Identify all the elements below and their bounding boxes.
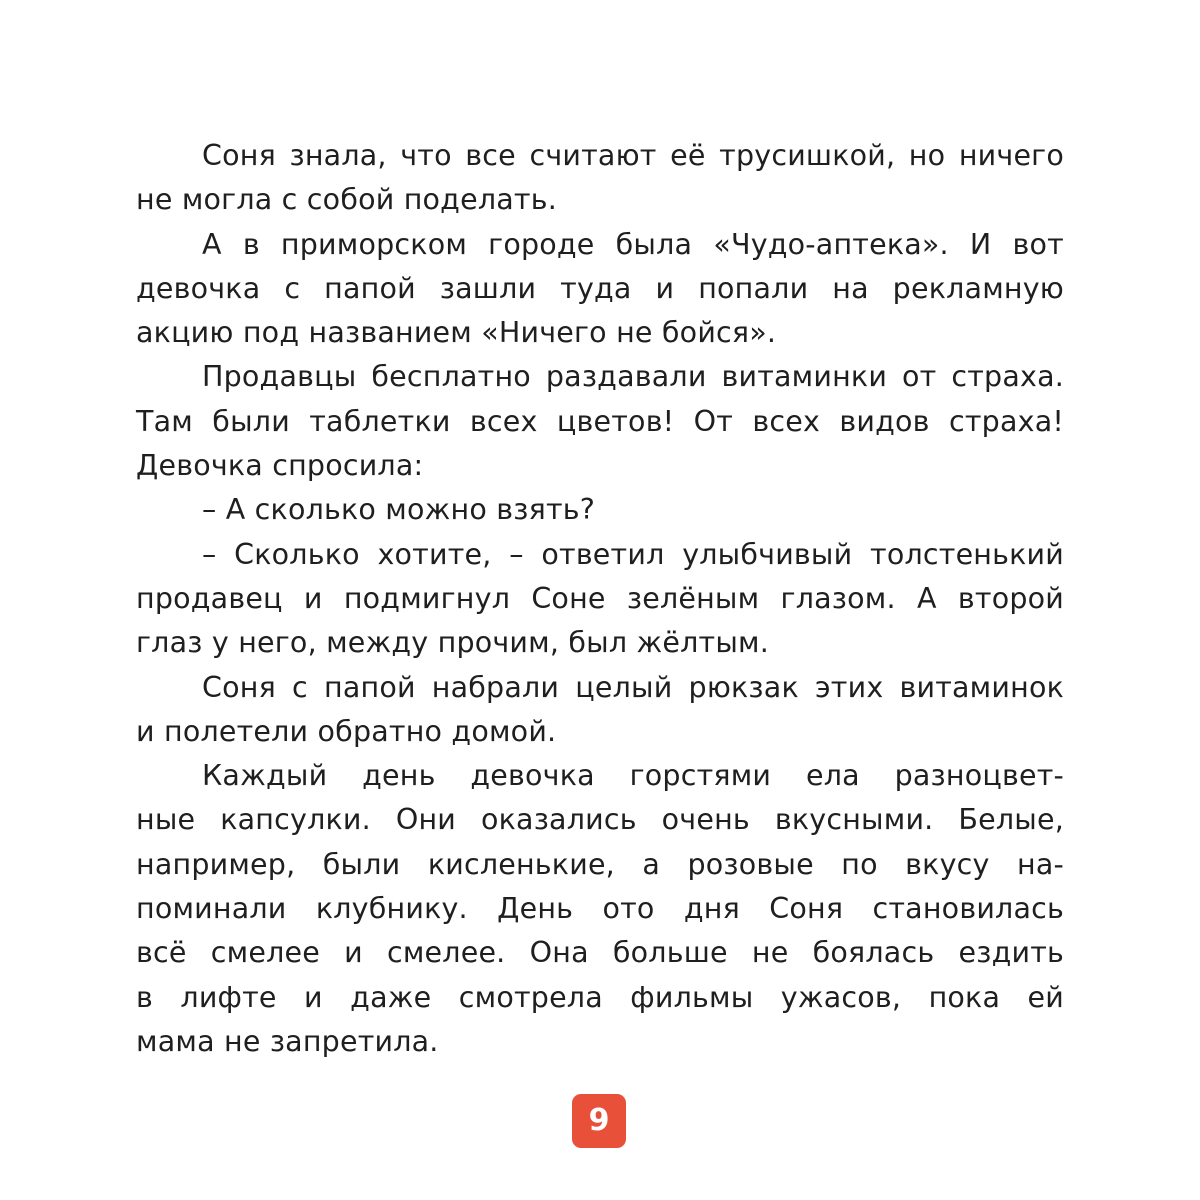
text-line: всё смелее и смелее. Она больше не боялась ездить: [136, 936, 1064, 970]
text-line: например, были кисленькие, а розовые по вкусу на-: [136, 847, 1064, 881]
page-number: 9: [588, 1103, 610, 1138]
text-line: Девочка спросила:: [136, 449, 424, 483]
text-line: Там были таблетки всех цветов! От всех видов страха!: [136, 404, 1064, 438]
text-line: Соня с папой набрали целый рюкзак этих витаминок: [202, 670, 1064, 704]
text-line: глаз у него, между прочим, был жёлтым.: [136, 626, 770, 660]
text-line: продавец и подмигнул Соне зелёным глазом. А второй: [136, 581, 1064, 615]
text-line: не могла с собой поделать.: [136, 183, 557, 217]
text-line: акцию под названием «Ничего не бойся».: [136, 316, 777, 350]
page-number-badge: [572, 1094, 626, 1148]
text-line: в лифте и даже смотрела фильмы ужасов, пока ей: [136, 980, 1064, 1014]
text-line: девочка с папой зашли туда и попали на рекламную: [136, 271, 1064, 305]
text-line: мама не запретила.: [136, 1024, 439, 1058]
text-line: – А сколько можно взять?: [202, 493, 596, 527]
text-line: – Сколько хотите, – ответил улыбчивый толстенький: [202, 537, 1064, 571]
text-line: и полетели обратно домой.: [136, 714, 557, 748]
text-line: ные капсулки. Они оказались очень вкусными. Белые,: [136, 803, 1064, 837]
text-line: А в приморском городе была «Чудо-аптека». И вот: [202, 227, 1064, 261]
text-line: поминали клубнику. День ото дня Соня становилась: [136, 892, 1064, 926]
text-line: Продавцы бесплатно раздавали витаминки от страха.: [202, 360, 1064, 394]
text-line: Соня знала, что все считают её трусишкой, но ничего: [202, 139, 1064, 172]
story-text: [136, 134, 1064, 1064]
text-line: Каждый день девочка горстями ела разноцвет-: [202, 759, 1064, 793]
